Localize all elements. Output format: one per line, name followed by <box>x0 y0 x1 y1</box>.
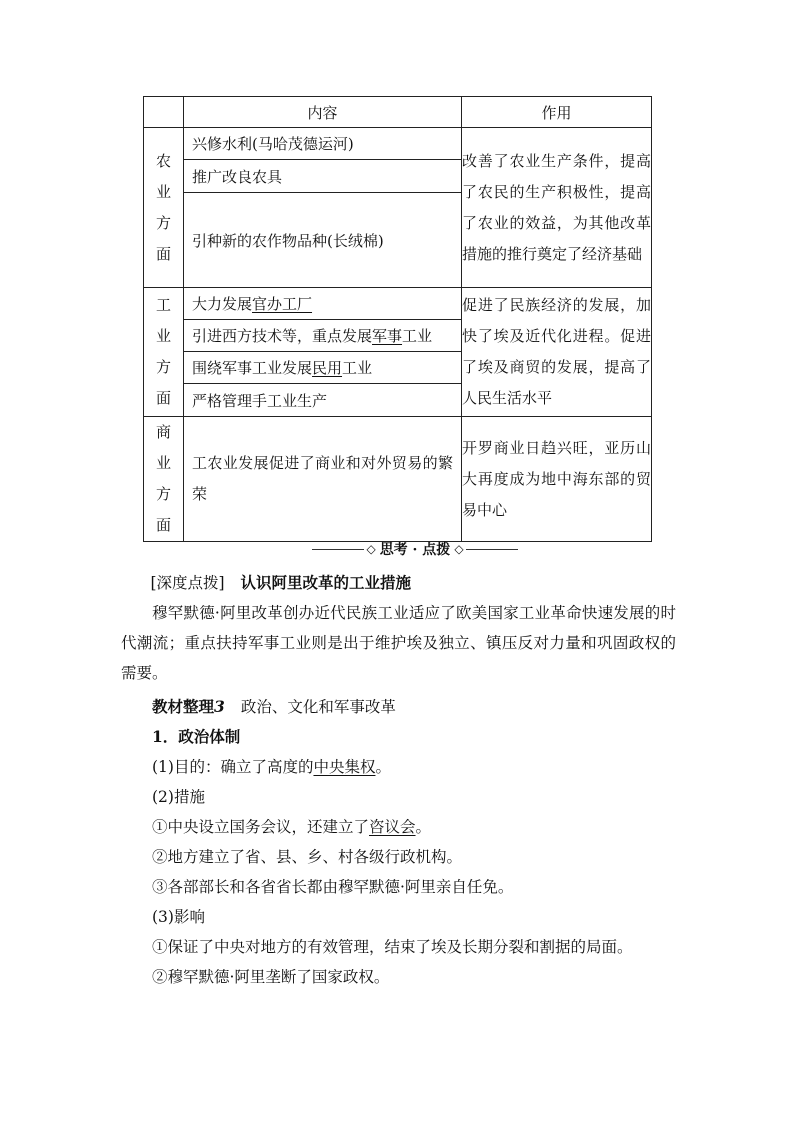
table-header-row <box>144 97 652 128</box>
list-item: 引种新的农作物品种(长绒棉) <box>192 231 384 250</box>
list-item: 大力发展 官办工厂 <box>184 288 461 320</box>
deep-tag: [深度点拨] <box>150 574 225 592</box>
effect-commerce: 开罗商业日趋兴旺，亚历山大再度成为地中海东部的贸易中心 <box>462 417 652 542</box>
impact-2: ②穆罕默德·阿里垄断了国家政权。 <box>152 968 390 986</box>
diamond-icon: ◇ <box>366 542 376 556</box>
section3-heading <box>121 692 676 722</box>
reform-table <box>143 96 652 542</box>
measure-2: ②地方建立了省、县、乡、村各级行政机构。 <box>152 848 463 866</box>
category-agriculture: 农 业 方 面 <box>144 128 184 288</box>
table-row-commerce <box>144 417 652 542</box>
deep-body: 穆罕默德·阿里改革创办近代民族工业适应了欧美国家工业革命快速发展的时代潮流；重点扶持军事工业则是出于维护埃及独立、镇压反对力量和巩固政权的需要。 <box>121 604 676 682</box>
impact-title: (3)影响 <box>152 908 205 926</box>
diamond-icon: ◇ <box>454 542 464 556</box>
table-row-agriculture <box>144 128 652 288</box>
effect-industry: 促进了民族经济的发展，加快了埃及近代化进程。促进了埃及商贸的发展，提高了人民生活水平 <box>462 288 652 417</box>
table-row-industry <box>144 288 652 417</box>
list-item: 推广改良农具 <box>184 160 461 193</box>
deep-analysis <box>121 568 676 688</box>
content-industry <box>184 288 462 417</box>
list-item: 围绕军事工业发展 民用 工业 <box>184 352 461 384</box>
header-blank <box>144 97 184 128</box>
effect-agriculture: 改善了农业生产条件，提高了农民的生产积极性，提高了农业的效益，为其他改革措施的推行奠定了经济基础 <box>462 128 652 288</box>
list-item: 引进西方技术等，重点发展 军事 工业 <box>184 320 461 352</box>
measures-title: (2)措施 <box>152 788 205 806</box>
subsection-heading: 1．政治体制 <box>152 727 241 746</box>
section-divider <box>305 538 525 560</box>
purpose-line: (1)目的：确立了高度的中央集权。 <box>152 758 391 776</box>
impact-1: ①保证了中央对地方的有效管理，结束了埃及长期分裂和割据的局面。 <box>152 938 633 956</box>
category-industry: 工 业 方 面 <box>144 288 184 417</box>
section3 <box>121 692 676 992</box>
content-commerce: 工农业发展促进了商业和对外贸易的繁荣 <box>184 417 462 542</box>
list-item: 兴修水利(马哈茂德运河) <box>184 128 461 160</box>
measure-3: ③各部部长和各省省长都由穆罕默德·阿里亲自任免。 <box>152 878 514 896</box>
list-item: 严格管理手工业生产 <box>192 391 328 410</box>
section3-num: 3 <box>214 697 225 716</box>
divider-line-left <box>312 549 364 550</box>
section3-title: 政治、文化和军事改革 <box>240 698 396 716</box>
header-effect: 作用 <box>462 97 652 128</box>
divider-line-right <box>466 549 518 550</box>
header-content: 内容 <box>184 97 462 128</box>
section3-label: 教材整理 <box>152 697 215 716</box>
content-agriculture <box>184 128 462 288</box>
divider-title: 思考 · 点拨 <box>379 542 451 558</box>
measure-1: ①中央设立国务会议，还建立了咨议会。 <box>152 818 432 836</box>
deep-heading <box>121 568 676 598</box>
deep-title: 认识阿里改革的工业措施 <box>240 573 412 592</box>
category-commerce: 商 业 方 面 <box>144 417 184 542</box>
